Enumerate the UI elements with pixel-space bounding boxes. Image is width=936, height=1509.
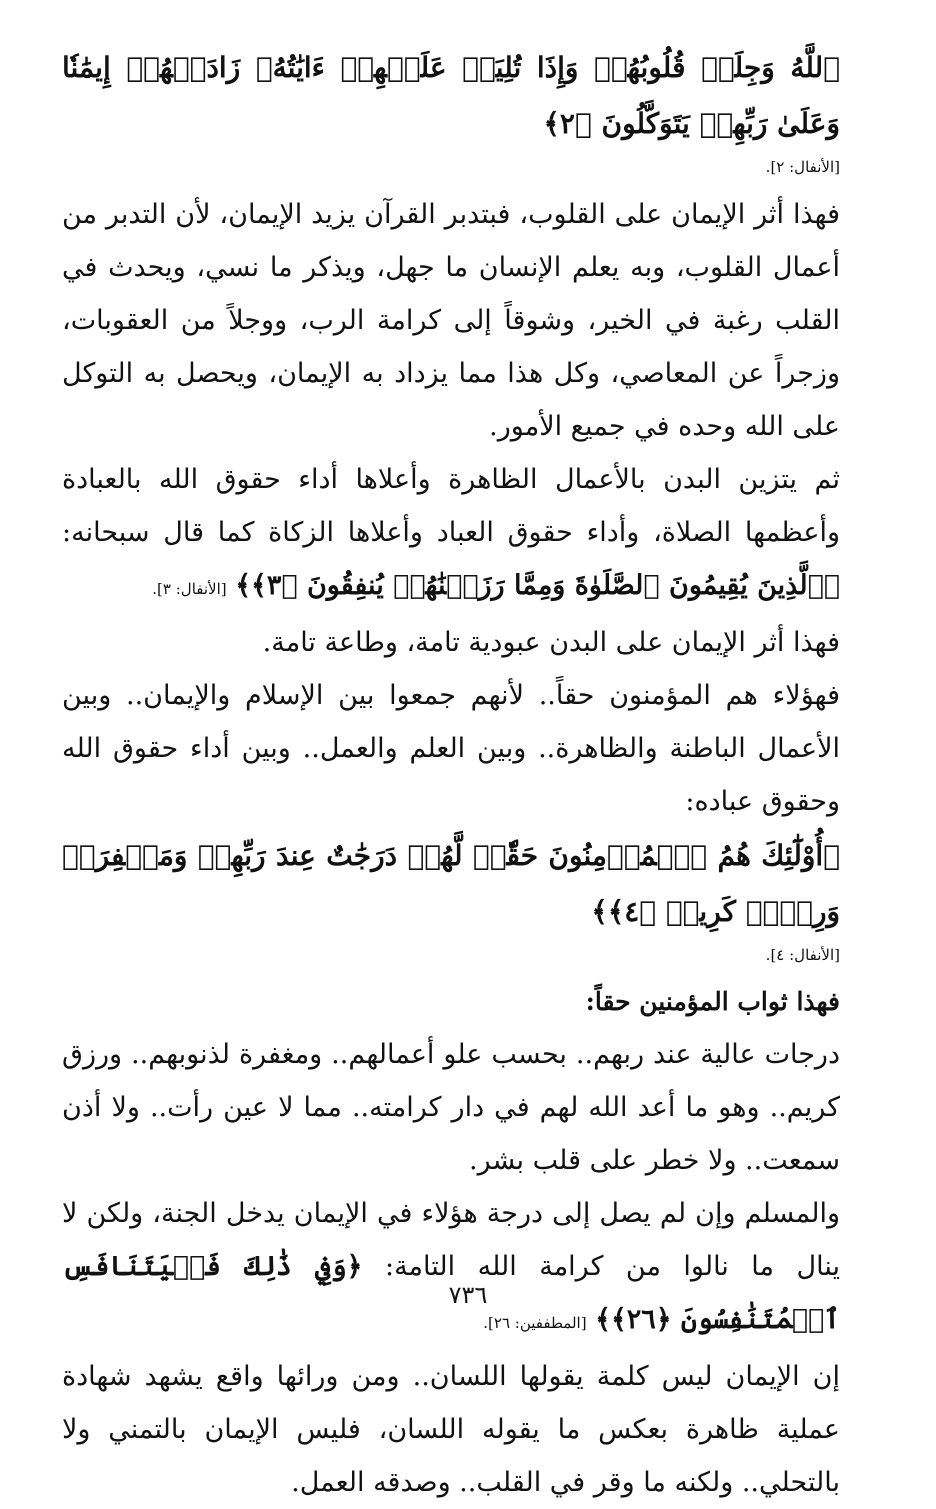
paragraph-heart-effect: فهذا أثر الإيمان على القلوب، فبتدبر القرآن يزيد الإيمان، لأن التدبر من أعمال القلوب، وبه يعلم الإنسان ما جهل، ويذكر ما نسي، ويحدث في القلب رغبة في الخير، وشوقاً إلى كرامة الرب، ووجلاً من العقوبات، وزجراً عن المعاصي، وكل هذا مما يزداد به الإيمان، ويحصل به التوكل على الله وحده في جميع الأمور. — [62, 199, 840, 442]
paragraph-body-adornment-text: ثم يتزين البدن بالأعمال الظاهرة وأعلاها أداء حقوق الله بالعبادة وأعظمها الصلاة، وأداء حقوق العباد وأعلاها الزكاة كما قال سبحانه: — [62, 464, 840, 548]
quran-verse-mutaffifin-26: ﴿وَفِي ذَٰلِكَ فَلۡيَتَنَافَسِ ٱلۡمُتَنَٰفِسُونَ ﴿٢٦﴾﴾ — [62, 1251, 840, 1335]
quran-verse-anfal-4: ﴿أُوْلَٰٓئِكَ هُمُ ٱلۡمُؤۡمِنُونَ حَقّٗاۚ لَّهُمۡ دَرَجَٰتٌ عِندَ رَبِّهِمۡ وَمَغۡفِرَةٞ وَرِزۡقٞ كَرِيمٞ ﴿٤﴾﴾ — [62, 839, 840, 928]
verse-reference-mutaffifin-26: [المطففين: ٢٦]. — [483, 1314, 587, 1332]
paragraph-body-adornment — [62, 453, 840, 616]
verse-reference-anfal-2: [الأنفال: ٢]. — [765, 158, 840, 176]
quran-verse-anfal-3: ﴿ٱلَّذِينَ يُقِيمُونَ ٱلصَّلَوٰةَ وَمِمَّا رَزَقۡنَٰهُمۡ يُنفِقُونَ ﴿٣﴾﴾ — [235, 570, 840, 601]
section-heading-reward: فهذا ثواب المؤمنين حقاً: — [585, 987, 840, 1016]
page-number: ٧٣٦ — [448, 1281, 488, 1309]
paragraph-faith-definition: إن الإيمان ليس كلمة يقولها اللسان.. ومن ورائها واقع يشهد شهادة عملية ظاهرة بعكس ما يقوله اللسان، فليس الإيمان بالتمني ولا بالتحلي.. ولكنه ما وقر في القلب.. وصدقه العمل. — [62, 1361, 840, 1498]
paragraph-body-effect: فهذا أثر الإيمان على البدن عبودية تامة، وطاعة تامة. — [262, 627, 840, 658]
paragraph-muslim-degree — [62, 1187, 840, 1350]
verse-reference-anfal-3: [الأنفال: ٣]. — [152, 580, 227, 598]
verse-reference-anfal-4: [الأنفال: ٤]. — [765, 946, 840, 964]
paragraph-reward-details: درجات عالية عند ربهم.. بحسب علو أعمالهم.. ومغفرة لذنوبهم.. ورزق كريم.. وهو ما أعد الله لهم في دار كرامته.. مما لا عين رأت.. ولا أذن سمعت.. ولا خطر على قلب بشر. — [62, 1039, 840, 1176]
quran-verse-anfal-2: ٱللَّهُ وَجِلَتۡ قُلُوبُهُمۡ وَإِذَا تُلِيَتۡ عَلَيۡهِمۡ ءَايَٰتُهُۥ زَادَتۡهُمۡ إِيمَٰنٗا وَعَلَىٰ رَبِّهِمۡ يَتَوَكَّلُونَ ﴿٢﴾ — [62, 51, 840, 140]
paragraph-true-believers: فهؤلاء هم المؤمنون حقاً.. لأنهم جمعوا بين الإسلام والإيمان.. وبين الأعمال الباطنة والظاهرة.. وبين العلم والعمل.. وبين أداء حقوق الله وحقوق عباده: — [62, 680, 840, 817]
paragraph-muslim-degree-text: والمسلم وإن لم يصل إلى درجة هؤلاء في الإيمان يدخل الجنة، ولكن لا ينال ما نالوا من كرامة الله التامة: — [62, 1198, 840, 1282]
